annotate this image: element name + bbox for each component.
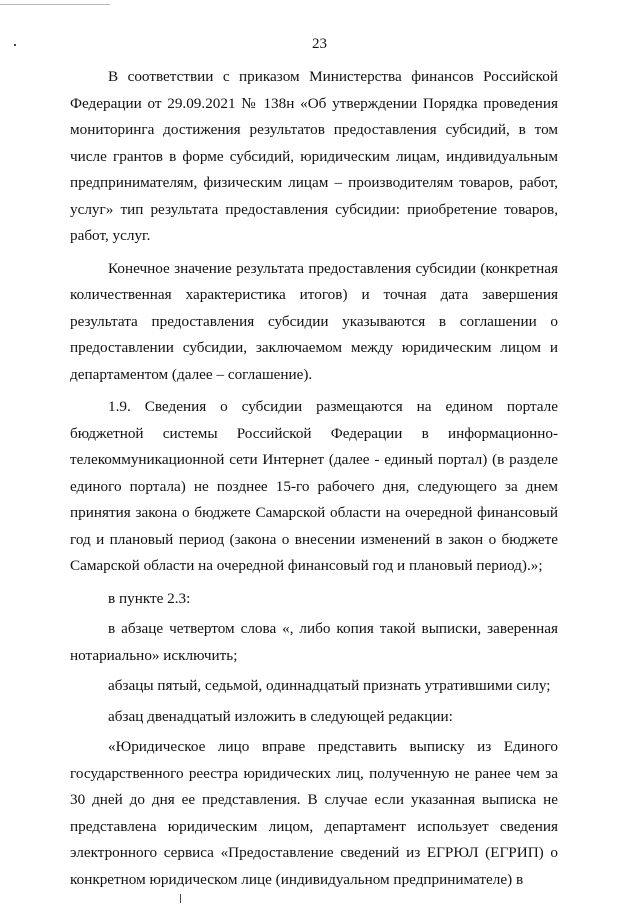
paragraph-legal-entity-extract: «Юридическое лицо вправе представить выписку из Единого государственного реестра юридических лиц, полученную не ранее чем за 30 дней до дня ее представления. В случае если указанная выписка не представлена юридическим лицом, департамент использует сведения электронного сервиса «Предоставление сведений из ЕГРЮЛ (ЕГРИП) о конкретном юридическом лице (индивидуальном предпринимателе) в [70, 738, 558, 888]
paragraph-1-9-portal-info: 1.9. Сведения о субсидии размещаются на едином портале бюджетной системы Российской Федерации в информационно-телекоммуникационной сети Интернет (далее - единый портал) (в разделе единого портала) не позднее 15-го рабочего дня, следующего за днем принятия закона о бюджете Самарской области на очередной финансовый год и плановый период (закона о внесении изменений в закон о бюджете Самарской области на очередной финансовый год и плановый период).»; [70, 398, 558, 574]
paragraph-ministry-order: В соответствии с приказом Министерства финансов Российской Федерации от 29.09.2021 № 138н «Об утверждении Порядка проведения мониторинга достижения результатов предоставления субсидий, в том числе грантов в форме субсидий, юридическим лицам, индивидуальным предпринимателям, физическим лицам – производителям товаров, работ, услуг» тип результата предоставления субсидии: приобретение товаров, работ, услуг. [70, 68, 558, 244]
paragraph-point-2-3: в пункте 2.3: [108, 589, 191, 607]
page-number: 23 [312, 36, 327, 52]
paragraph-twelfth-abzac: абзац двенадцатый изложить в следующей редакции: [108, 707, 453, 725]
scan-edge-line [0, 4, 110, 5]
paragraph-abzacy-void: абзацы пятый, седьмой, одиннадцатый признать утратившими силу; [108, 677, 551, 694]
scan-speck [14, 44, 16, 46]
document-body [70, 64, 558, 899]
scan-speck [180, 894, 181, 903]
paragraph-final-result-value: Конечное значение результата предоставления субсидии (конкретная количественная характеристика итогов) и точная дата завершения результата предоставления субсидии указываются в соглашении о предоставлении субсидии, заключаемом между юридическим лицом и департаментом (далее – соглашение). [70, 259, 558, 383]
paragraph-fourth-abzac: в абзаце четвертом слова «, либо копия такой выписки, заверенная нотариально» исключить; [70, 620, 558, 664]
